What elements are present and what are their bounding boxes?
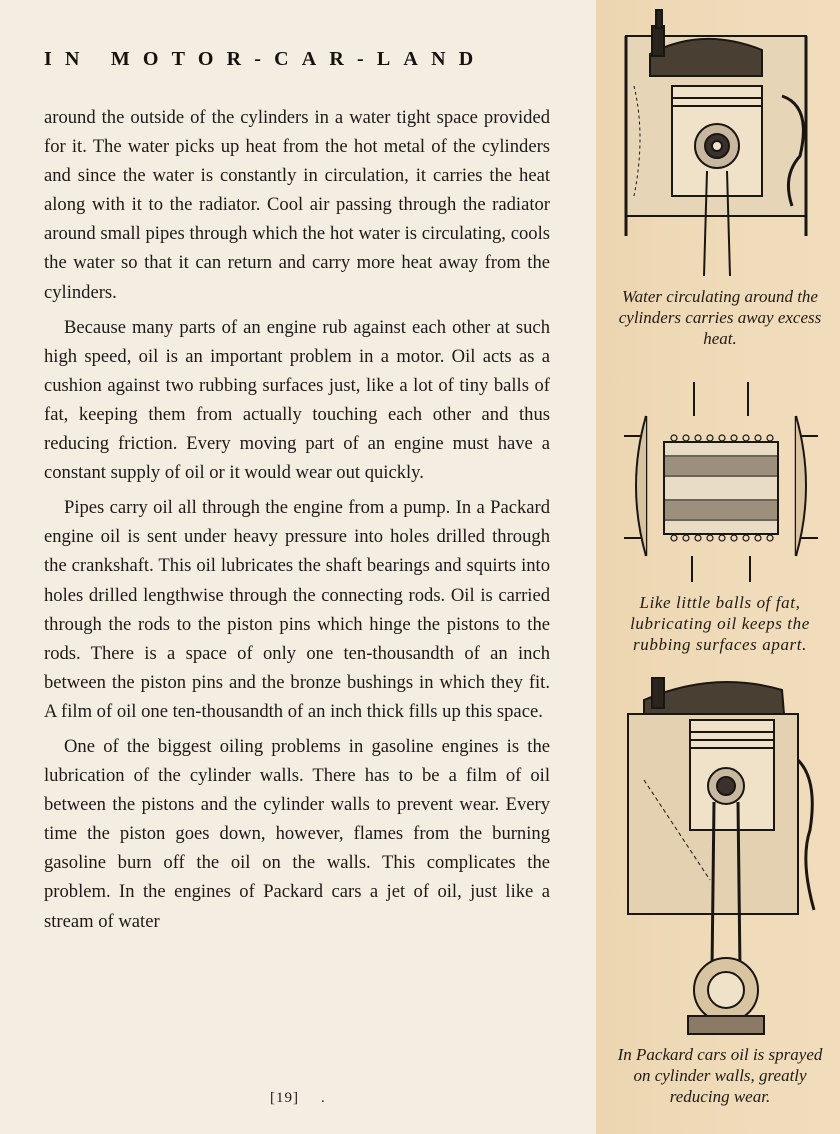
paragraph-4: One of the biggest oiling problems in gasoline engines is the lubrication of the cylinder walls. There has to be a film of oil between the pistons and the cylinder walls to prevent wear. Every time the piston goes down, however, flames from the burning gasoline burn off the oil on the walls. This complicates the problem. In the engines of Packard cars a jet of oil, just like a stream of water: [44, 735, 550, 932]
caption-oil-film: Like little balls of fat, lubricating oil keeps the rubbing surfaces apart.: [630, 593, 810, 654]
oil-film-bearing-illustration: [616, 376, 826, 586]
page-number-line: [270, 1090, 326, 1107]
page-mark: .: [321, 1090, 326, 1106]
caption-water-cooling: Water circulating around the cylinders carries away excess heat.: [618, 287, 822, 348]
caption-cylinder-spray: In Packard cars oil is sprayed on cylinder walls, greatly reducing wear.: [617, 1045, 823, 1106]
running-head: IN MOTOR-CAR-LAND: [44, 48, 487, 70]
paragraph-2: Because many parts of an engine rub against each other at such high speed, oil is an important problem in a motor. Oil acts as a cushion against two rubbing surfaces just, like a lot of tiny balls of fat, keeping them from actually touching each other and thus reducing friction. Every moving part of an engine must have a constant supply of oil or it would wear out quickly.: [44, 316, 550, 484]
page-number: [19]: [270, 1090, 299, 1106]
paragraph-1: around the outside of the cylinders in a water tight space provided for it. The water picks up heat from the hot metal of the cylinders and since the water is constantly in circulation, it carries the heat along with it to the radiator. Cool air passing through the radiator around small pipes through which the hot water is circulating, cools the water so that it can return and carry more heat away from the cylinders.: [44, 107, 550, 303]
paragraph-3: Pipes carry oil all through the engine from a pump. In a Packard engine oil is sent under heavy pressure into holes drilled through the crankshaft. This oil lubricates the shaft bearings and squirts into holes drilled lengthwise through the connecting rods. Oil is carried through the rods to the piston pins which hinge the pistons to the rods. There is a space of only one ten-thousandth of an inch between the piston pins and the bronze bushings in which they fit. A film of oil one ten-thousandth of an inch thick fills up this space.: [44, 497, 550, 722]
piston-connecting-rod-illustration: [614, 670, 828, 1040]
body-text: [44, 103, 550, 936]
water-cooled-cylinder-illustration: [612, 6, 828, 280]
